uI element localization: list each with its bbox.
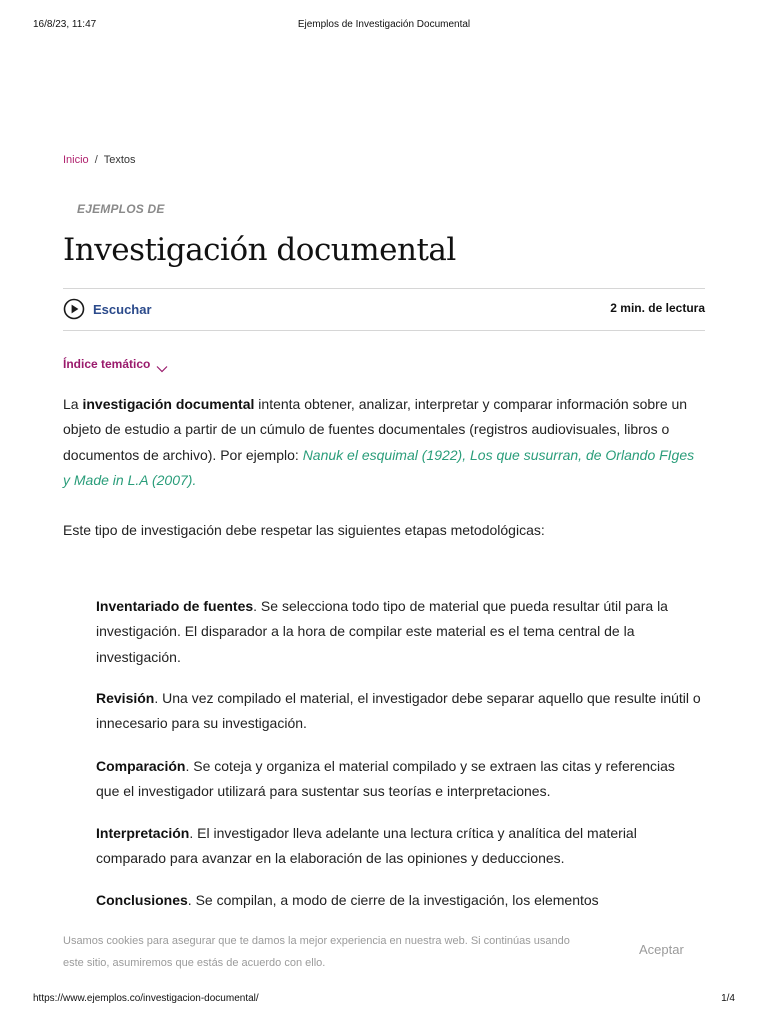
read-time: 2 min. de lectura: [610, 301, 705, 315]
intro-paragraph: [63, 392, 705, 493]
cookie-text: Usamos cookies para asegurar que te damos la mejor experiencia en nuestra web. Si continúas usando este sitio, asumiremos que estás de acuerdo con ello.: [63, 935, 570, 969]
print-footer: [0, 990, 768, 1010]
breadcrumb-current: Textos: [103, 154, 136, 166]
stage-item: [96, 821, 702, 872]
intro-lead: La: [63, 396, 83, 412]
stage-term: Interpretación: [96, 825, 190, 841]
listen-label: Escuchar: [93, 301, 152, 317]
print-datetime: 16/8/23, 11:47: [33, 19, 97, 30]
print-document-title: Ejemplos de Investigación Documental: [297, 19, 471, 30]
stage-item: [96, 754, 702, 805]
stage-term: Comparación: [96, 758, 186, 774]
stage-text: . Se selecciona todo tipo de material que pueda resultar útil para la investigación. El disparador a la hora de compilar este material es el tema central de la investigación.: [96, 598, 668, 665]
stage-term: Revisión: [96, 690, 155, 706]
stage-text: . Una vez compilado el material, el investigador debe separar aquello que resulte inútil o innecesario para su investigación.: [96, 690, 701, 732]
toc-toggle[interactable]: [63, 357, 168, 371]
divider-bottom: [63, 330, 705, 331]
stage-text: . Se compilan, a modo de cierre de la investigación, los elementos: [187, 892, 599, 908]
accept-cookies-button[interactable]: Aceptar: [639, 942, 684, 957]
breadcrumb-separator: /: [94, 154, 98, 166]
chevron-down-icon: [156, 360, 168, 368]
print-page-number: 1/4: [721, 993, 735, 1004]
stage-item: [96, 888, 702, 913]
stage-item: [96, 594, 702, 670]
stage-term: Inventariado de fuentes: [96, 598, 254, 614]
print-header: [0, 0, 768, 40]
cookie-banner: [0, 918, 768, 984]
breadcrumb: [63, 154, 136, 166]
toc-label: Índice temático: [63, 357, 151, 371]
stages-intro: Este tipo de investigación debe respetar las siguientes etapas metodológicas:: [63, 522, 545, 538]
divider-top: [63, 288, 705, 289]
page-title: Investigación documental: [63, 232, 456, 268]
eyebrow-label: EJEMPLOS DE: [77, 202, 165, 216]
stage-term: Conclusiones: [96, 892, 188, 908]
stage-item: [96, 686, 702, 737]
intro-body: intenta obtener, analizar, interpretar y comparar información sobre un objeto de estudio a partir de un cúmulo de fuentes documentales (registros audiovisuales, libros o documentos de archivo). Por ejemplo:: [63, 396, 688, 463]
play-icon: [63, 298, 85, 320]
stage-text: . Se coteja y organiza el material compilado y se extraen las citas y referencias que el investigador utilizará para sustentar sus teorías e interpretaciones.: [96, 758, 675, 800]
breadcrumb-home-link[interactable]: Inicio: [63, 154, 89, 166]
examples-link[interactable]: Nanuk el esquimal (1922), Los que susurran, de Orlando FIges y Made in L.A (2007).: [63, 446, 695, 488]
stage-text: . El investigador lleva adelante una lectura crítica y analítica del material comparado para avanzar en la elaboración de las opiniones y deducciones.: [96, 825, 637, 867]
listen-button[interactable]: [63, 297, 152, 321]
intro-term: investigación documental: [82, 396, 255, 412]
print-url: https://www.ejemplos.co/investigacion-documental/: [33, 993, 259, 1004]
